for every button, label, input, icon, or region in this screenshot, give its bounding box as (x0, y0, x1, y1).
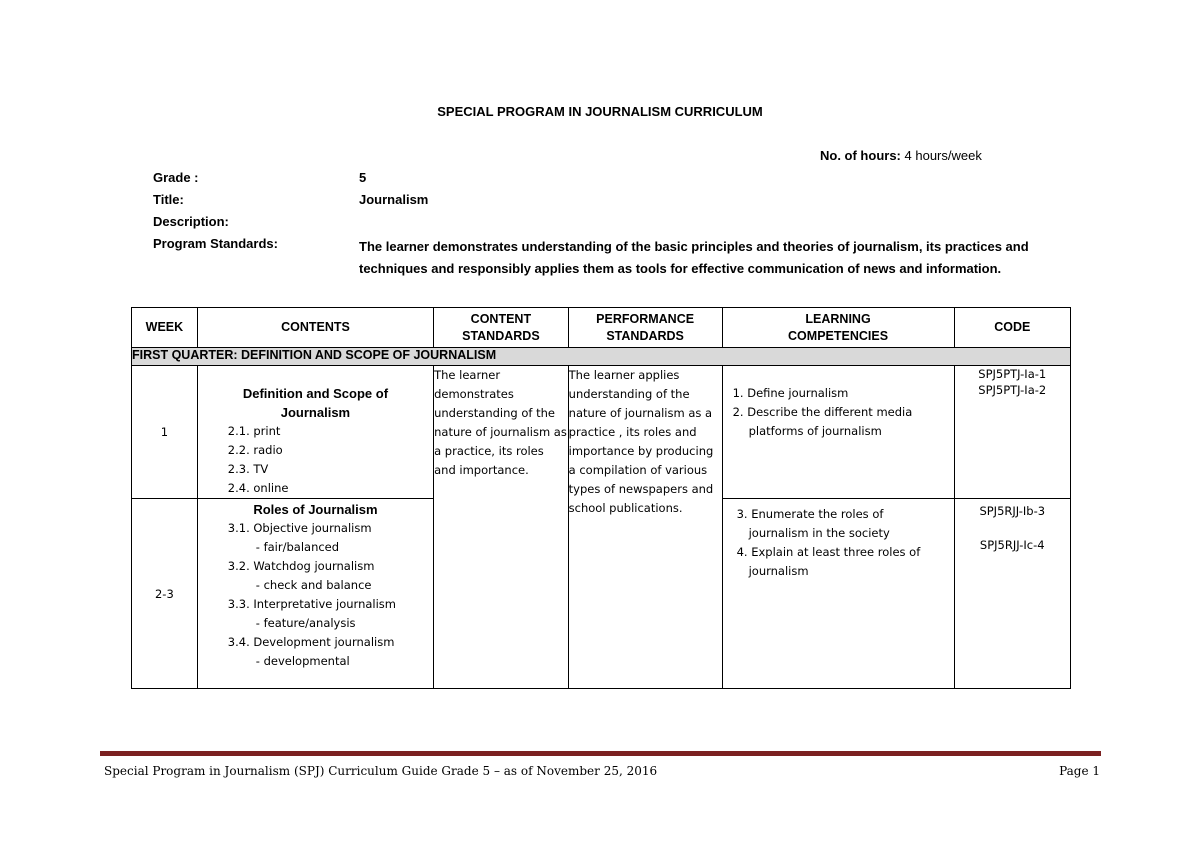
table-header-row (132, 308, 1071, 348)
contents-cell (197, 366, 433, 499)
header-code: CODE (954, 308, 1071, 348)
code-cell (954, 499, 1071, 689)
week-cell: 2-3 (132, 499, 198, 689)
code-cell (954, 366, 1071, 499)
header-learning-competencies: LEARNING COMPETENCIES (722, 308, 954, 348)
code-item: SPJ5RJJ-Ib-3 (979, 504, 1046, 518)
hours-line (820, 148, 982, 163)
list-item: 2.4. online (227, 481, 289, 495)
competencies-cell (722, 499, 954, 689)
competency-item: 1. Define journalism (732, 386, 849, 400)
content-standard-cell: The learner demonstrates understanding of the nature of journalism as a practice, its roles and importance. (434, 366, 569, 689)
code-item: SPJ5RJJ-Ic-4 (979, 538, 1045, 552)
list-item: 2.2. radio (227, 443, 283, 457)
week-cell: 1 (132, 366, 198, 499)
hours-value: 4 hours/week (904, 148, 982, 163)
curriculum-table (131, 307, 1071, 689)
list-item: 3.1. Objective journalism (227, 521, 372, 535)
grade-value: 5 (359, 170, 367, 185)
list-item: 3.3. Interpretative journalism (227, 597, 396, 611)
header-performance-standards: PERFORMANCE STANDARDS (568, 308, 722, 348)
quarter-row (132, 348, 1071, 366)
document-title: SPECIAL PROGRAM IN JOURNALISM CURRICULUM (437, 104, 763, 119)
hours-label: No. of hours: (820, 148, 901, 163)
code-item: SPJ5PTJ-Ia-2 (978, 383, 1047, 397)
list-item: 3.4. Development journalism (227, 635, 395, 649)
description-label: Description: (153, 214, 229, 229)
header-contents: CONTENTS (197, 308, 433, 348)
title-value: Journalism (359, 192, 429, 207)
quarter-title: FIRST QUARTER: DEFINITION AND SCOPE OF JOURNALISM (132, 348, 1071, 366)
list-item: - developmental (255, 654, 350, 668)
list-item: 3.2. Watchdog journalism (227, 559, 375, 573)
list-item: - fair/balanced (255, 540, 340, 554)
grade-label: Grade : (153, 170, 199, 185)
table-row (132, 366, 1071, 499)
competency-item: 3. Enumerate the roles of journalism in the society (736, 507, 890, 540)
list-item: - feature/analysis (255, 616, 356, 630)
header-content-standards: CONTENT STANDARDS (434, 308, 569, 348)
topic-title: Roles of Journalism (253, 502, 378, 517)
contents-cell (197, 499, 433, 689)
list-item: - check and balance (255, 578, 372, 592)
footer-rule (100, 751, 1101, 756)
title-label: Title: (153, 192, 184, 207)
competency-item: 2. Describe the different media platforms of journalism (732, 405, 913, 438)
competencies-cell (722, 366, 954, 499)
program-standards-text: The learner demonstrates understanding of the basic principles and theories of journalism, its practices and techniques and responsibly applies them as tools for effective communication of news and information. (359, 239, 1029, 276)
page-number: Page 1 (1059, 764, 1100, 778)
footer-text: Special Program in Journalism (SPJ) Curriculum Guide Grade 5 – as of November 25, 2016 (104, 764, 658, 778)
list-item: 2.3. TV (227, 462, 269, 476)
code-item: SPJ5PTJ-Ia-1 (978, 367, 1047, 381)
header-week: WEEK (132, 308, 198, 348)
competency-item: 4. Explain at least three roles of journalism (736, 545, 921, 578)
program-standards-label: Program Standards: (153, 236, 278, 251)
performance-standard-cell: The learner applies understanding of the nature of journalism as a practice , its roles and importance by producing a compilation of various types of newspapers and school publications. (568, 366, 722, 689)
topic-title: Definition and Scope of Journalism (242, 386, 389, 420)
list-item: 2.1. print (227, 424, 281, 438)
